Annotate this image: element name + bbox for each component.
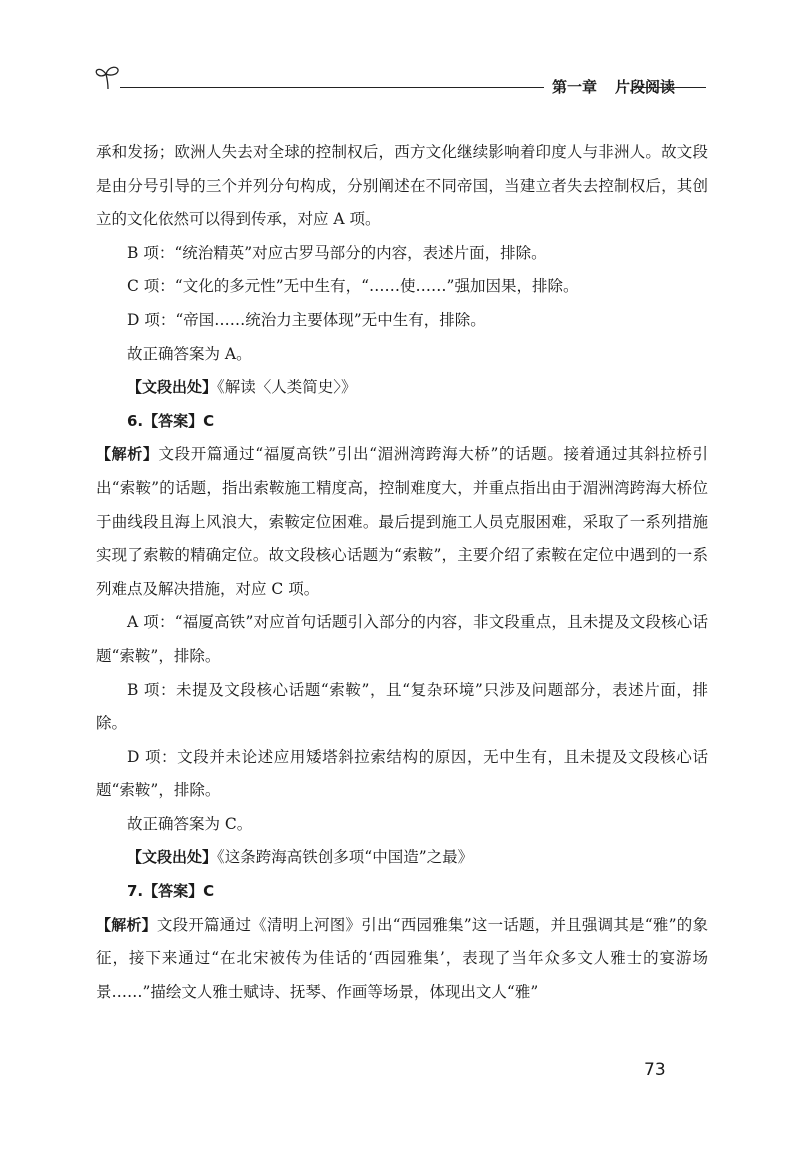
- option-a-analysis: A 项：“福厦高铁”对应首句话题引入部分的内容，非文段重点，且未提及文段核心话题“索鞍”，排除。: [96, 613, 708, 665]
- section-title: 片段阅读: [615, 78, 676, 96]
- question-7-answer: [96, 875, 708, 909]
- header-rule-left: [120, 87, 544, 88]
- question-number: 6.: [127, 411, 144, 430]
- answer-conclusion: 故正确答案为 C。: [127, 814, 253, 833]
- analysis-label: 【解析】: [96, 915, 157, 934]
- answer-value: C: [203, 411, 215, 430]
- option-c-analysis: C 项：“文化的多元性”无中生有，“……使……”强加因果，排除。: [127, 277, 579, 296]
- option-b-analysis: B 项：未提及文段核心话题“索鞍”，且“复杂环境”只涉及问题部分，表述片面，排除。: [96, 680, 708, 733]
- page-number: 73: [644, 1060, 666, 1080]
- header-rule-right: [634, 87, 706, 88]
- chapter-title: 第一章: [552, 78, 598, 96]
- paragraph-continued: 承和发扬；欧洲人失去对全球的控制权后，西方文化继续影响着印度人与非洲人。故文段是由分号引导的三个并列分句构成，分别阐述在不同帝国，当建立者失去控制权后，其创立的文化依然可以得到传承，对应 A 项。: [96, 143, 708, 229]
- question-6-analysis: [96, 438, 708, 606]
- answer-conclusion: 故正确答案为 A。: [127, 344, 252, 363]
- answer-value: C: [203, 882, 215, 901]
- answer-label: 【答案】: [143, 882, 204, 901]
- option-b-analysis: B 项：“统治精英”对应古罗马部分的内容，表述片面，排除。: [127, 243, 547, 262]
- source-title: 《解读〈人类简史〉》: [217, 378, 357, 397]
- analysis-text: 文段开篇通过《清明上河图》引出“西园雅集”这一话题，并且强调其是“雅”的象征，接下来通过“在北宋被传为佳话的‘西园雅集’，表现了当年众多文人雅士的宴游场景……”描绘文人雅士赋诗、抚琴、作画等场景，体现出文人“雅”: [96, 915, 708, 1001]
- source-label: 【文段出处】: [127, 848, 218, 867]
- source-title: 《这条跨海高铁创多项“中国造”之最》: [217, 848, 474, 867]
- source-line: [96, 371, 708, 405]
- source-line: [96, 841, 708, 875]
- analysis-label: 【解析】: [96, 445, 159, 464]
- page-body: [96, 136, 708, 1009]
- question-6-answer: [96, 405, 708, 439]
- source-label: 【文段出处】: [127, 378, 218, 397]
- page-header: [94, 62, 706, 102]
- question-number: 7.: [127, 882, 144, 901]
- question-7-analysis: [96, 909, 708, 1010]
- analysis-text: 文段开篇通过“福厦高铁”引出“湄洲湾跨海大桥”的话题。接着通过其斜拉桥引出“索鞍”的话题，指出索鞍施工精度高，控制难度大，并重点指出由于湄洲湾跨海大桥位于曲线段且海上风浪大，索鞍定位困难。最后提到施工人员克服困难，采取了一系列措施实现了索鞍的精确定位。故文段核心话题为“索鞍”，主要介绍了索鞍在定位中遇到的一系列难点及解决措施，对应 C 项。: [96, 445, 708, 598]
- answer-label: 【答案】: [143, 411, 204, 430]
- option-d-analysis: D 项：文段并未论述应用矮塔斜拉索结构的原因，无中生有，且未提及文段核心话题“索鞍”，排除。: [96, 747, 708, 800]
- option-d-analysis: D 项：“帝国……统治力主要体现”无中生有，排除。: [127, 310, 486, 329]
